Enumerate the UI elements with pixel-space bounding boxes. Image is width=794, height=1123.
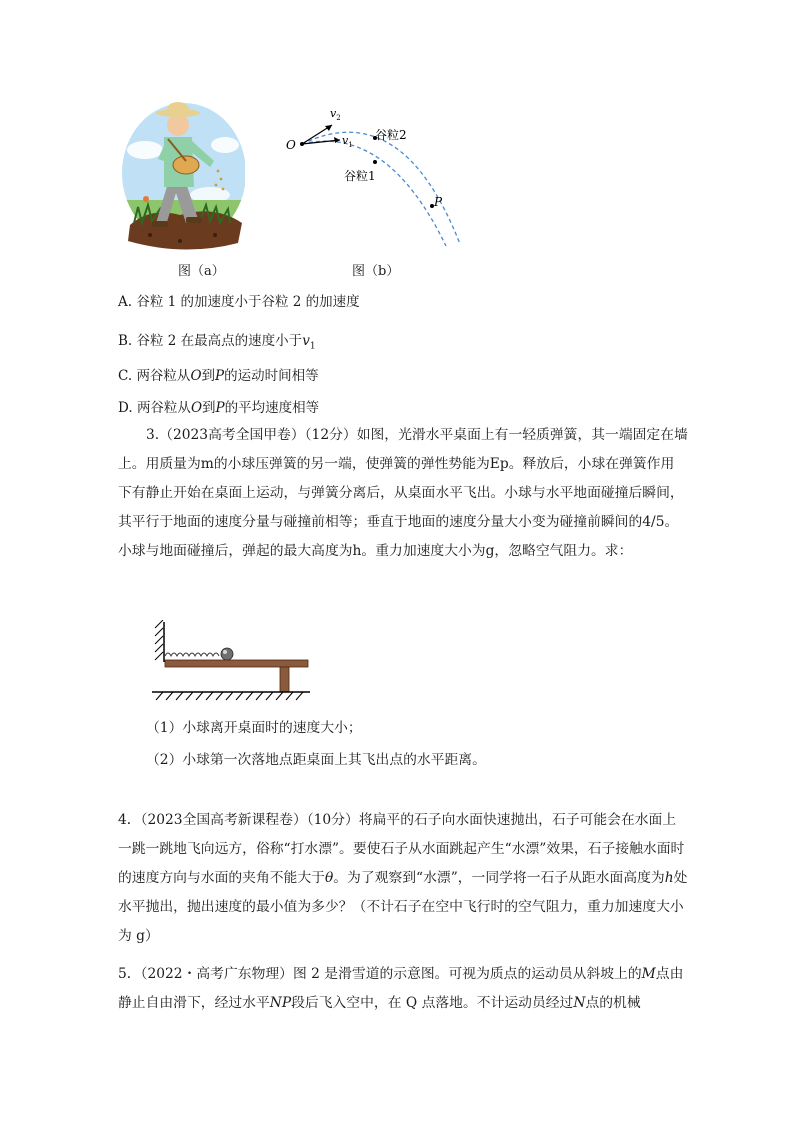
table-top	[165, 660, 308, 667]
question-3-part-1: （1）小球离开桌面时的速度大小；	[146, 720, 362, 736]
label-grain-1: 谷粒1	[344, 169, 376, 183]
spring-table-diagram	[150, 620, 320, 705]
label-grain-2: 谷粒2	[375, 128, 407, 142]
option-b[interactable]: B. 谷粒 2 在最高点的速度小于$v_1$	[118, 333, 316, 352]
label-o: O	[286, 138, 296, 152]
question-4: 4．（2023全国高考新课程卷）（10分）将扁平的石子向水面快速抛出，石子可能会在水面上一跳一跳地飞向远方，俗称“打水漂”。要使石子从水面跳起产生“水漂”效果，石子接触水面时的速度方向与水面的夹角不能大于θ。为了观察到“水漂”，一同学将一石子从距水面高度为h处水平抛出，抛出速度的最小值为多少？（不计石子在空中飞行时的空气阻力，重力加速度大小为 g）	[118, 812, 688, 944]
question-5: 5．（2022・高考广东物理）图 2 是滑雪道的示意图。可视为质点的运动员从斜坡上的M点由静止自由滑下，经过水平NP段后飞入空中，在 Q 点落地。不计运动员经过N点的机械	[118, 966, 684, 1011]
figure-b-caption: 图（b）	[352, 264, 400, 279]
question-3	[118, 421, 688, 566]
trajectory-grain-1	[302, 141, 446, 246]
point-o	[300, 142, 304, 146]
question-3-part-2: （2）小球第一次落地点距桌面上其飞出点的水平距离。	[146, 752, 486, 768]
trajectory-diagram	[282, 100, 467, 250]
figure-a-caption: 图（a）	[178, 264, 225, 279]
label-v2: $v_2$	[330, 107, 341, 122]
spring	[165, 653, 219, 656]
question-3-stem: 3.（2023高考全国甲卷）（12分）如图，光滑水平桌面上有一轻质弹簧，其一端固定在墙上。用质量为m的小球压弹簧的另一端，使弹簧的弹性势能为Ep。释放后，小球在弹簧作用下有静止开始在桌面上运动，与弹簧分离后，从桌面水平飞出。小球与水平地面碰撞后瞬间，其平行于地面的速度分量与碰撞前相等；垂直于地面的速度分量大小变为碰撞前瞬间的4/5。小球与地面碰撞后，弹起的最大高度为h。重力加速度大小为g，忽略空气阻力。求：	[118, 427, 688, 559]
option-a[interactable]: A. 谷粒 1 的加速度小于谷粒 2 的加速度	[118, 294, 360, 310]
label-p: P	[434, 195, 443, 209]
label-v1: $v_1$	[342, 134, 353, 149]
farmer-illustration	[120, 95, 245, 255]
ball	[221, 648, 233, 660]
table-leg	[280, 667, 289, 692]
option-d[interactable]: D. 两谷粒从O到P的平均速度相等	[118, 400, 320, 416]
option-c[interactable]: C. 两谷粒从O到P的运动时间相等	[118, 368, 319, 384]
point-grain-1	[373, 160, 377, 164]
